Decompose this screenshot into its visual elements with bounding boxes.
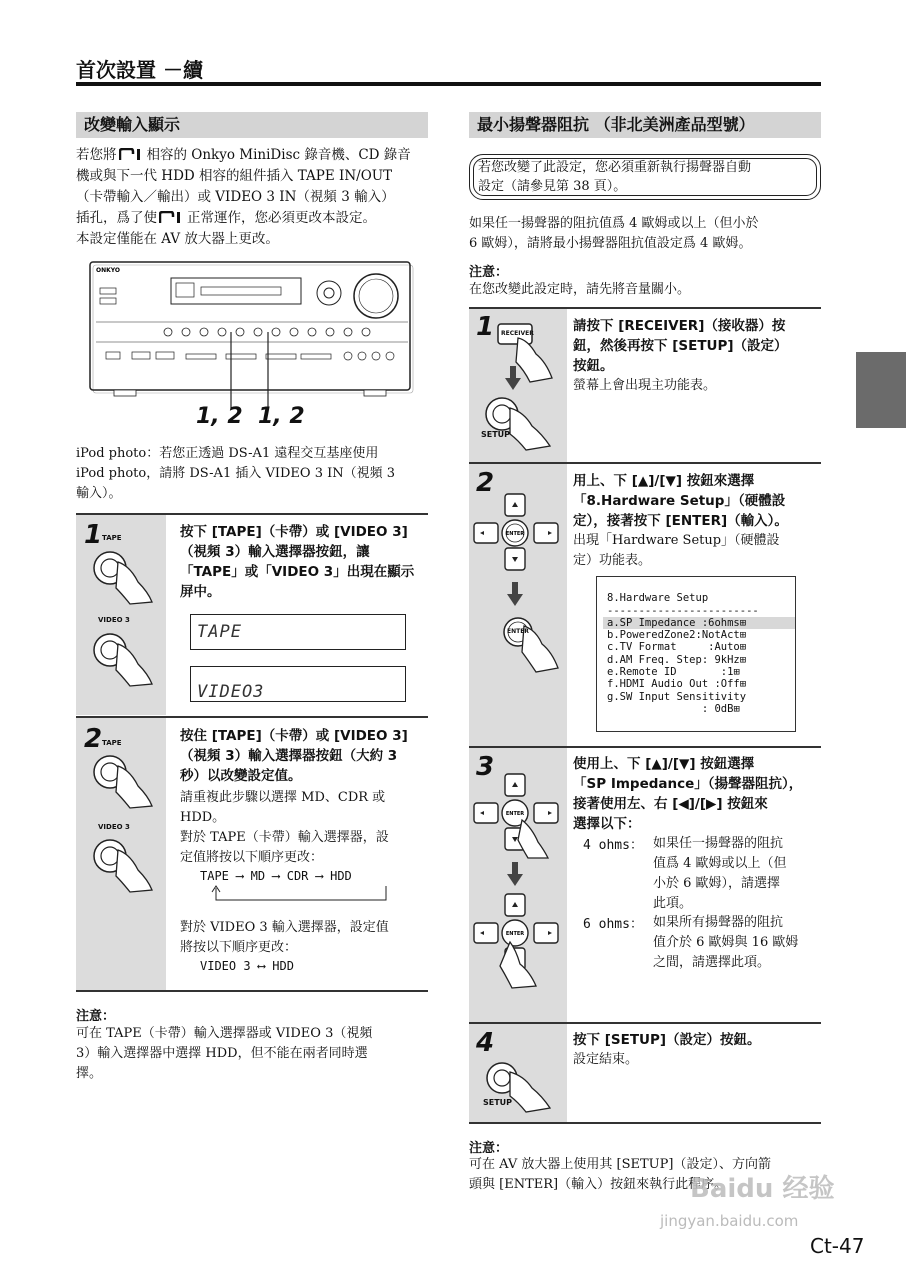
tape-button-icon (90, 750, 160, 810)
tape-sequence: TAPE ⟶ MD ⟶ CDR ⟶ HDD (200, 869, 352, 883)
lcd-display-video3: VIDEO3 (190, 666, 406, 702)
svg-text:ONKYO: ONKYO (96, 267, 121, 274)
receiver-front-panel-illustration (86, 258, 416, 433)
arrow-down-icon (505, 366, 521, 392)
step-2-detail-video3: 對於 VIDEO 3 輸入選擇器，設定值 將按以下順序更改： (180, 920, 389, 955)
note-text: 可在 AV 放大器上使用其 [SETUP]（設定）、方向箭 頭與 [ENTER]（輸入）按鈕來執行此程序。 (469, 1157, 771, 1192)
step-2-instruction: 按住 [TAPE]（卡帶）或 [VIDEO 3] （視頻 3）輸入選擇器按鈕（大約 3 秒）以改變設定值。 (180, 728, 408, 784)
step-1-instruction: 按下 [TAPE]（卡帶）或 [VIDEO 3] （視頻 3）輸入選擇器按鈕，讓 「TAPE」或「VIDEO 3」出現在顯示 屏中。 (180, 524, 415, 600)
page-header-title: 首次設置 －續 (76, 58, 203, 82)
step-number: 3 (476, 752, 495, 782)
tape-button-label: TAPE (102, 534, 122, 542)
step-divider (76, 990, 428, 992)
note-title: 注意： (76, 1009, 116, 1024)
option-4ohms-label: 4 ohms： (583, 838, 643, 853)
step-4-detail: 設定結束。 (573, 1052, 639, 1067)
tape-button-icon (90, 546, 160, 606)
video3-button-icon (90, 834, 160, 894)
setup-button-icon (480, 392, 560, 452)
svg-text:ENTER: ENTER (505, 811, 525, 817)
note-text: 可在 TAPE（卡帶）輸入選擇器或 VIDEO 3（視頻 3）輸入選擇器中選擇 HDD，但不能在兩者同時選 擇。 (76, 1026, 373, 1081)
option-6ohms-label: 6 ohms： (583, 917, 643, 932)
video3-button-label: VIDEO 3 (98, 616, 130, 624)
step-1-instruction: 請按下 [RECEIVER]（接收器）按 鈕，然後再按下 [SETUP]（設定） 按鈕。 (573, 318, 788, 374)
step-number: 4 (476, 1028, 495, 1058)
option-4ohms-text: 如果任一揚聲器的阻抗 值爲 4 歐姆或以上（但 小於 6 歐姆），請選擇 此項。 (653, 836, 787, 911)
section-title-speaker-impedance: 最小揚聲器阻抗 （非北美洲產品型號） (469, 112, 821, 138)
chapter-tab (856, 352, 906, 428)
impedance-intro: 如果任一揚聲器的阻抗值爲 4 歐姆或以上（但小於 6 歐姆），請將最小揚聲器阻抗值設定爲 4 歐姆。 (469, 216, 759, 251)
video3-button-icon (90, 628, 160, 688)
callout-label: 1, 2 (258, 404, 305, 429)
enter-button-label: ENTER (507, 628, 529, 635)
video3-button-label: VIDEO 3 (98, 823, 130, 831)
sequence-loop-arrow-icon (206, 884, 392, 906)
section-title-input-display: 改變輸入顯示 (76, 112, 428, 138)
step-number: 2 (476, 468, 495, 498)
step-2-instruction: 用上、下 [▲]/[▼] 按鈕來選擇 「8.Hardware Setup」（硬體設 定），接著按下 [ENTER]（輸入）。 (573, 473, 788, 529)
note-title: 注意： (469, 265, 509, 280)
intro-paragraph: 若您將 相容的 Onkyo MiniDisc 錄音機、CD 錄音 機或與下一代 HDD 相容的組件插入 TAPE IN/OUT （卡帶輸入／輸出）或 VIDEO 3 IN（視頻 3 輸入） 插孔，爲了使 正常運作，您必須更改本設定。 本設定僅能在 AV 放大器上更改。 (76, 147, 411, 247)
step-2-detail: 請重複此步驟以選擇 MD、CDR 或 HDD。 對於 TAPE（卡帶）輸入選擇器，設 定值將按以下順序更改： (180, 790, 389, 865)
step-number: 1 (476, 312, 495, 342)
receiver-button-label: RECEIVER (501, 330, 534, 337)
svg-text:ENTER: ENTER (505, 931, 525, 937)
tape-button-label: TAPE (102, 739, 122, 747)
step-number: 2 (84, 724, 103, 754)
direction-pad-icon (472, 490, 564, 580)
step-1-detail: 螢幕上會出現主功能表。 (573, 378, 717, 393)
header-rule (76, 82, 821, 86)
ri-logo-icon (159, 211, 185, 224)
direction-pad-icon (472, 770, 564, 860)
step-2-detail: 出現「Hardware Setup」（硬體設 定）功能表。 (573, 533, 780, 568)
note-text: 在您改變此設定時，請先將音量關小。 (469, 282, 691, 297)
option-6ohms-text: 如果所有揚聲器的阻抗 值介於 6 歐姆與 16 歐姆 之間，請選擇此項。 (653, 915, 799, 970)
enter-button-icon (498, 612, 564, 678)
step-divider (469, 1122, 821, 1124)
arrow-down-icon (507, 582, 523, 608)
step-number: 1 (84, 520, 103, 550)
ri-logo-icon (119, 148, 145, 161)
video3-sequence: VIDEO 3 ⟷ HDD (200, 959, 294, 973)
warning-box: 若您改變了此設定，您必須重新執行揚聲器自動 設定（請參見第 38 頁）。 (469, 154, 821, 200)
note-title: 注意： (469, 1141, 509, 1156)
setup-button-label: SETUP (483, 1098, 513, 1107)
step-4-instruction: 按下 [SETUP]（設定）按鈕。 (573, 1032, 761, 1048)
ipod-note: iPod photo：若您正透過 DS-A1 遠程交互基座使用 iPod photo，請將 DS-A1 插入 VIDEO 3 IN（視頻 3 輸入）。 (76, 446, 396, 501)
setup-button-label: SETUP (481, 430, 511, 439)
svg-text:ENTER: ENTER (505, 531, 525, 537)
step-3-instruction: 使用上、下 [▲]/[▼] 按鈕選擇 「SP Impedance」（揚聲器阻抗）， 接著使用左、右 [◀]/[▶] 按鈕來 選擇以下： (573, 756, 803, 832)
hardware-setup-menu: 8.Hardware Setup ------------------------ a.SP Impedance :6ohms⊞ b.PoweredZone2:NotAct⊞ c.TV Format :Auto⊞ d.AM Freq. Step: 9kHz⊞ e.Remote ID :1⊞ f.HDMI Audio Out :Off⊞ g.SW Input Sensitivity : 0dB⊞ (596, 576, 796, 732)
watermark: Baidu 经验 (690, 1174, 835, 1204)
direction-pad-icon (472, 890, 564, 990)
page-number: Ct-47 (810, 1234, 865, 1258)
watermark-url: jingyan.baidu.com (660, 1212, 799, 1230)
callout-label: 1, 2 (196, 404, 243, 429)
arrow-down-icon (507, 862, 523, 888)
lcd-display-tape: TAPE (190, 614, 406, 650)
